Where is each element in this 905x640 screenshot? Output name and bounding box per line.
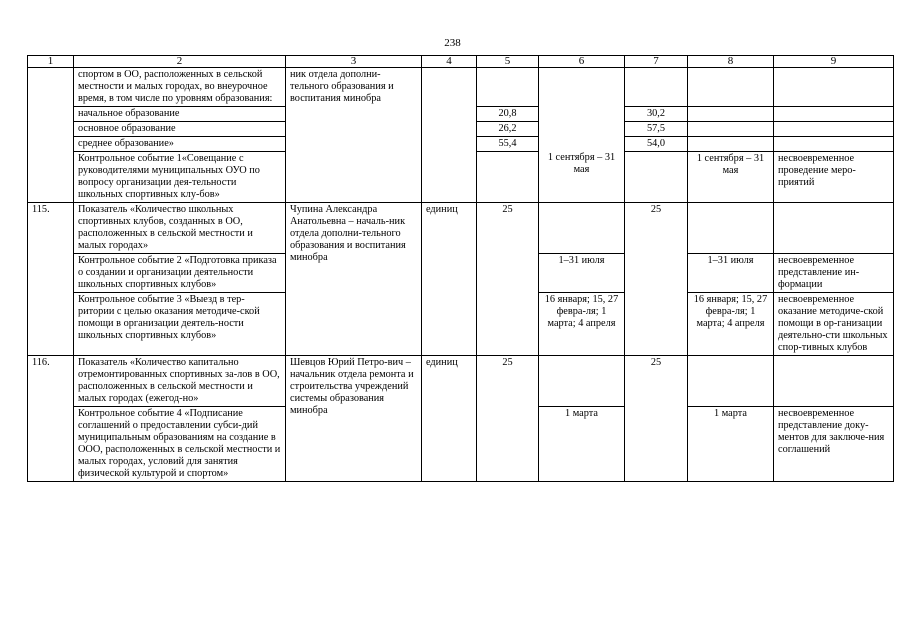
value-cell <box>688 107 774 122</box>
value-cell: 26,2 <box>477 122 539 137</box>
responsible-cell: Шевцов Юрий Петро-вич – начальник отдела ремонта и строительства учреждений системы образования минобра <box>286 356 422 482</box>
responsible-cell: ник отдела дополни-тельного образования и воспитания минобра <box>286 68 422 203</box>
table-row <box>28 203 894 254</box>
column-header: 1 <box>28 56 74 68</box>
page-number: 238 <box>444 37 461 49</box>
column-header: 7 <box>625 56 688 68</box>
value-cell <box>688 122 774 137</box>
indicator-cell: Показатель «Количество капитально отремонтированных спортивных за-лов в ОО, расположенных в сельской местности и малых городах (ежегод-но» <box>74 356 286 407</box>
unit-cell: единиц <box>422 356 477 482</box>
value-cell <box>625 68 688 107</box>
value-cell <box>688 137 774 152</box>
deadline-fact: 1 марта <box>539 407 625 482</box>
column-header: 5 <box>477 56 539 68</box>
column-header: 9 <box>774 56 894 68</box>
control-event: Контрольное событие 1«Совещание с руководителями муниципальных ОУО по вопросу организации дея-тельности школьных спортивных клу-бов» <box>74 152 286 203</box>
value-cell <box>774 137 894 152</box>
value-cell <box>774 203 894 254</box>
control-event: Контрольное событие 4 «Подписание соглашений о предоставлении субси-дий муниципальным образованиям на создание в ООО, расположенных в сельской местности и малых городах, условий для занятия физической культурой и спортом» <box>74 407 286 482</box>
responsible-cell: Чупина Александра Анатольевна – началь-ник отдела дополни-тельного образования и воспитания минобра <box>286 203 422 356</box>
value-cell <box>477 68 539 107</box>
row-number-cell: 115. <box>28 203 74 356</box>
unit-cell <box>422 68 477 203</box>
indicator-cell: Показатель «Количество школьных спортивных клубов, созданных в ОО, расположенных в сельской местности и малых городах» <box>74 203 286 254</box>
value-cell: 20,8 <box>477 107 539 122</box>
value-cell: 57,5 <box>625 122 688 137</box>
column-header: 8 <box>688 56 774 68</box>
risk-cell: несвоевременное оказание методиче-ской помощи в ор-ганизации деятельно-сти школьных спор-тивных клубов <box>774 293 894 356</box>
level-label: основное образование <box>74 122 286 137</box>
value-cell <box>774 68 894 107</box>
deadline-plan: 16 января; 15, 27 февра-ля; 1 марта; 4 апреля <box>688 293 774 356</box>
risk-cell: несвоевременное представление ин-формации <box>774 254 894 293</box>
value-cell <box>688 68 774 107</box>
value-cell: 30,2 <box>625 107 688 122</box>
program-table <box>27 55 894 482</box>
row-number-cell: 116. <box>28 356 74 482</box>
deadline-plan: 1–31 июля <box>688 254 774 293</box>
deadline-fact: 16 января; 15, 27 февра-ля; 1 марта; 4 апреля <box>539 293 625 356</box>
value-cell: 54,0 <box>625 137 688 152</box>
risk-cell: несвоевременное представление доку-ментов для заключе-ния соглашений <box>774 407 894 482</box>
value-cell <box>774 107 894 122</box>
deadline-fact: 1 сентября – 31 мая <box>547 152 616 175</box>
deadline-fact: 1–31 июля <box>539 254 625 293</box>
value-cell <box>688 356 774 407</box>
value-cell <box>625 152 688 203</box>
value-cell <box>477 152 539 203</box>
value-cell <box>539 203 625 254</box>
table-row <box>28 356 894 407</box>
value-cell <box>688 203 774 254</box>
indicator-continuation: спортом в ОО, расположенных в сельской местности и малых городах, во внеурочное время, в том числе по уровням образования: <box>74 68 286 107</box>
column-number-row <box>28 56 894 68</box>
control-event: Контрольное событие 3 «Выезд в тер-ритории с целью оказания методиче-ской помощи в организации деятель-ности школьных спортивных клубов» <box>74 293 286 356</box>
value-cell: 25 <box>625 203 688 356</box>
value-cell: 25 <box>477 356 539 482</box>
deadline-plan: 1 сентября – 31 мая <box>688 152 774 203</box>
value-cell: 25 <box>477 203 539 356</box>
value-cell <box>539 356 625 407</box>
level-label: начальное образование <box>74 107 286 122</box>
column-header: 4 <box>422 56 477 68</box>
value-cell: 25 <box>625 356 688 482</box>
value-cell <box>774 122 894 137</box>
column-header: 2 <box>74 56 286 68</box>
column-header: 3 <box>286 56 422 68</box>
unit-cell: единиц <box>422 203 477 356</box>
risk-cell: несвоевременное проведение меро-приятий <box>774 152 894 203</box>
value-cell <box>774 356 894 407</box>
column-header: 6 <box>539 56 625 68</box>
value-cell: 55,4 <box>477 137 539 152</box>
deadline-plan: 1 марта <box>688 407 774 482</box>
value-cell <box>539 68 625 203</box>
table-row <box>28 68 894 107</box>
row-number-cell <box>28 68 74 203</box>
level-label: среднее образование» <box>74 137 286 152</box>
control-event: Контрольное событие 2 «Подготовка приказа о создании и организации деятельности школьных спортивных клубов» <box>74 254 286 293</box>
